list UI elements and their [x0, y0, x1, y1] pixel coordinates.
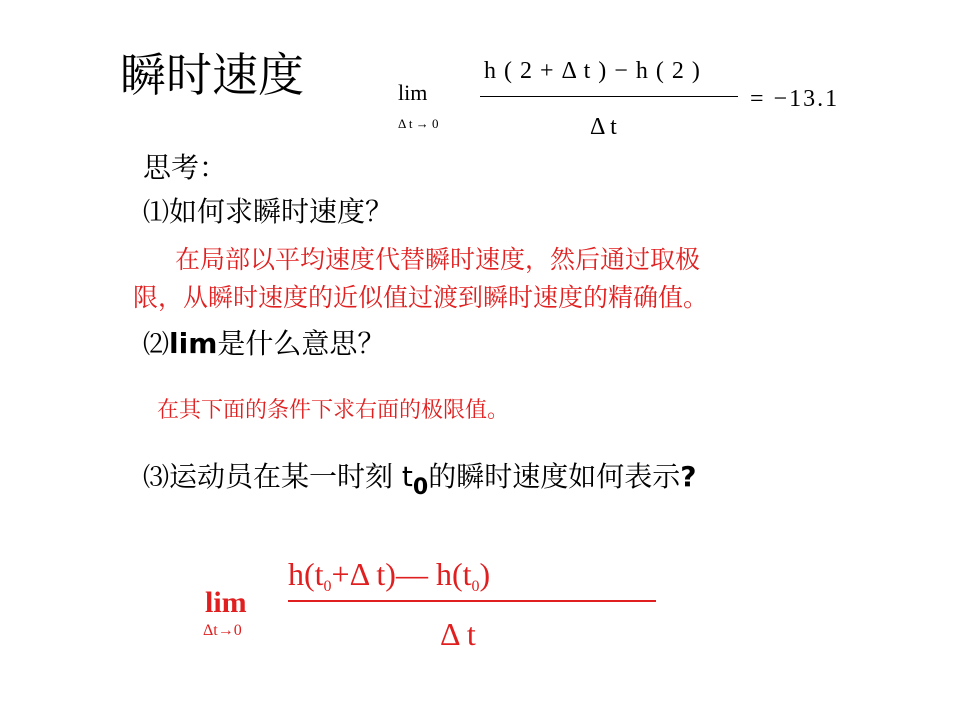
limit-symbol: lim: [398, 80, 428, 105]
question-text-2: 的瞬时速度如何表示: [428, 460, 681, 493]
numerator-part-b: +Δ t)— h(t: [331, 556, 472, 592]
limit-condition: Δt→0: [203, 622, 242, 639]
formula-result: = −13.1: [750, 86, 840, 112]
lim-keyword: lim: [169, 327, 218, 360]
slide-title: 瞬时速度: [120, 48, 304, 102]
answer-2: 在其下面的条件下求右面的极限值。: [157, 398, 510, 423]
question-1: [143, 190, 393, 230]
question-mark: ?: [680, 460, 697, 493]
answer-1-line-1: 在局部以平均速度代替瞬时速度，然后通过取极: [175, 245, 701, 274]
formula-denominator: Δ t: [440, 616, 476, 652]
question-number: ⑶: [143, 463, 170, 492]
question-number: ⑴: [143, 198, 170, 227]
think-heading: 思考：: [143, 151, 228, 184]
question-3: [143, 455, 697, 500]
subscript-zero: 0: [471, 578, 480, 595]
limit-symbol: lim: [205, 586, 247, 619]
subscript-zero: 0: [412, 475, 429, 500]
numerator-part-c: ): [479, 556, 491, 592]
answer-1-line-2: 限，从瞬时速度的近似值过渡到瞬时速度的精确值。: [133, 283, 709, 312]
numerator-part-a: h(t: [288, 556, 324, 592]
limit-condition: Δ t → 0: [398, 116, 439, 131]
fraction-bar: [288, 600, 656, 602]
formula-denominator: Δ t: [590, 114, 617, 140]
subscript-zero: 0: [323, 578, 332, 595]
question-text: 是什么意思？: [217, 327, 386, 360]
fraction-bar: [480, 96, 738, 97]
question-2: [143, 322, 385, 362]
question-text: 如何求瞬时速度？: [169, 195, 394, 228]
formula-numerator: h ( 2 + Δ t ) − h ( 2 ): [484, 58, 701, 84]
question-number: ⑵: [143, 330, 170, 359]
formula-numerator: [288, 556, 490, 593]
question-text: 运动员在某一时刻 t: [169, 460, 413, 493]
